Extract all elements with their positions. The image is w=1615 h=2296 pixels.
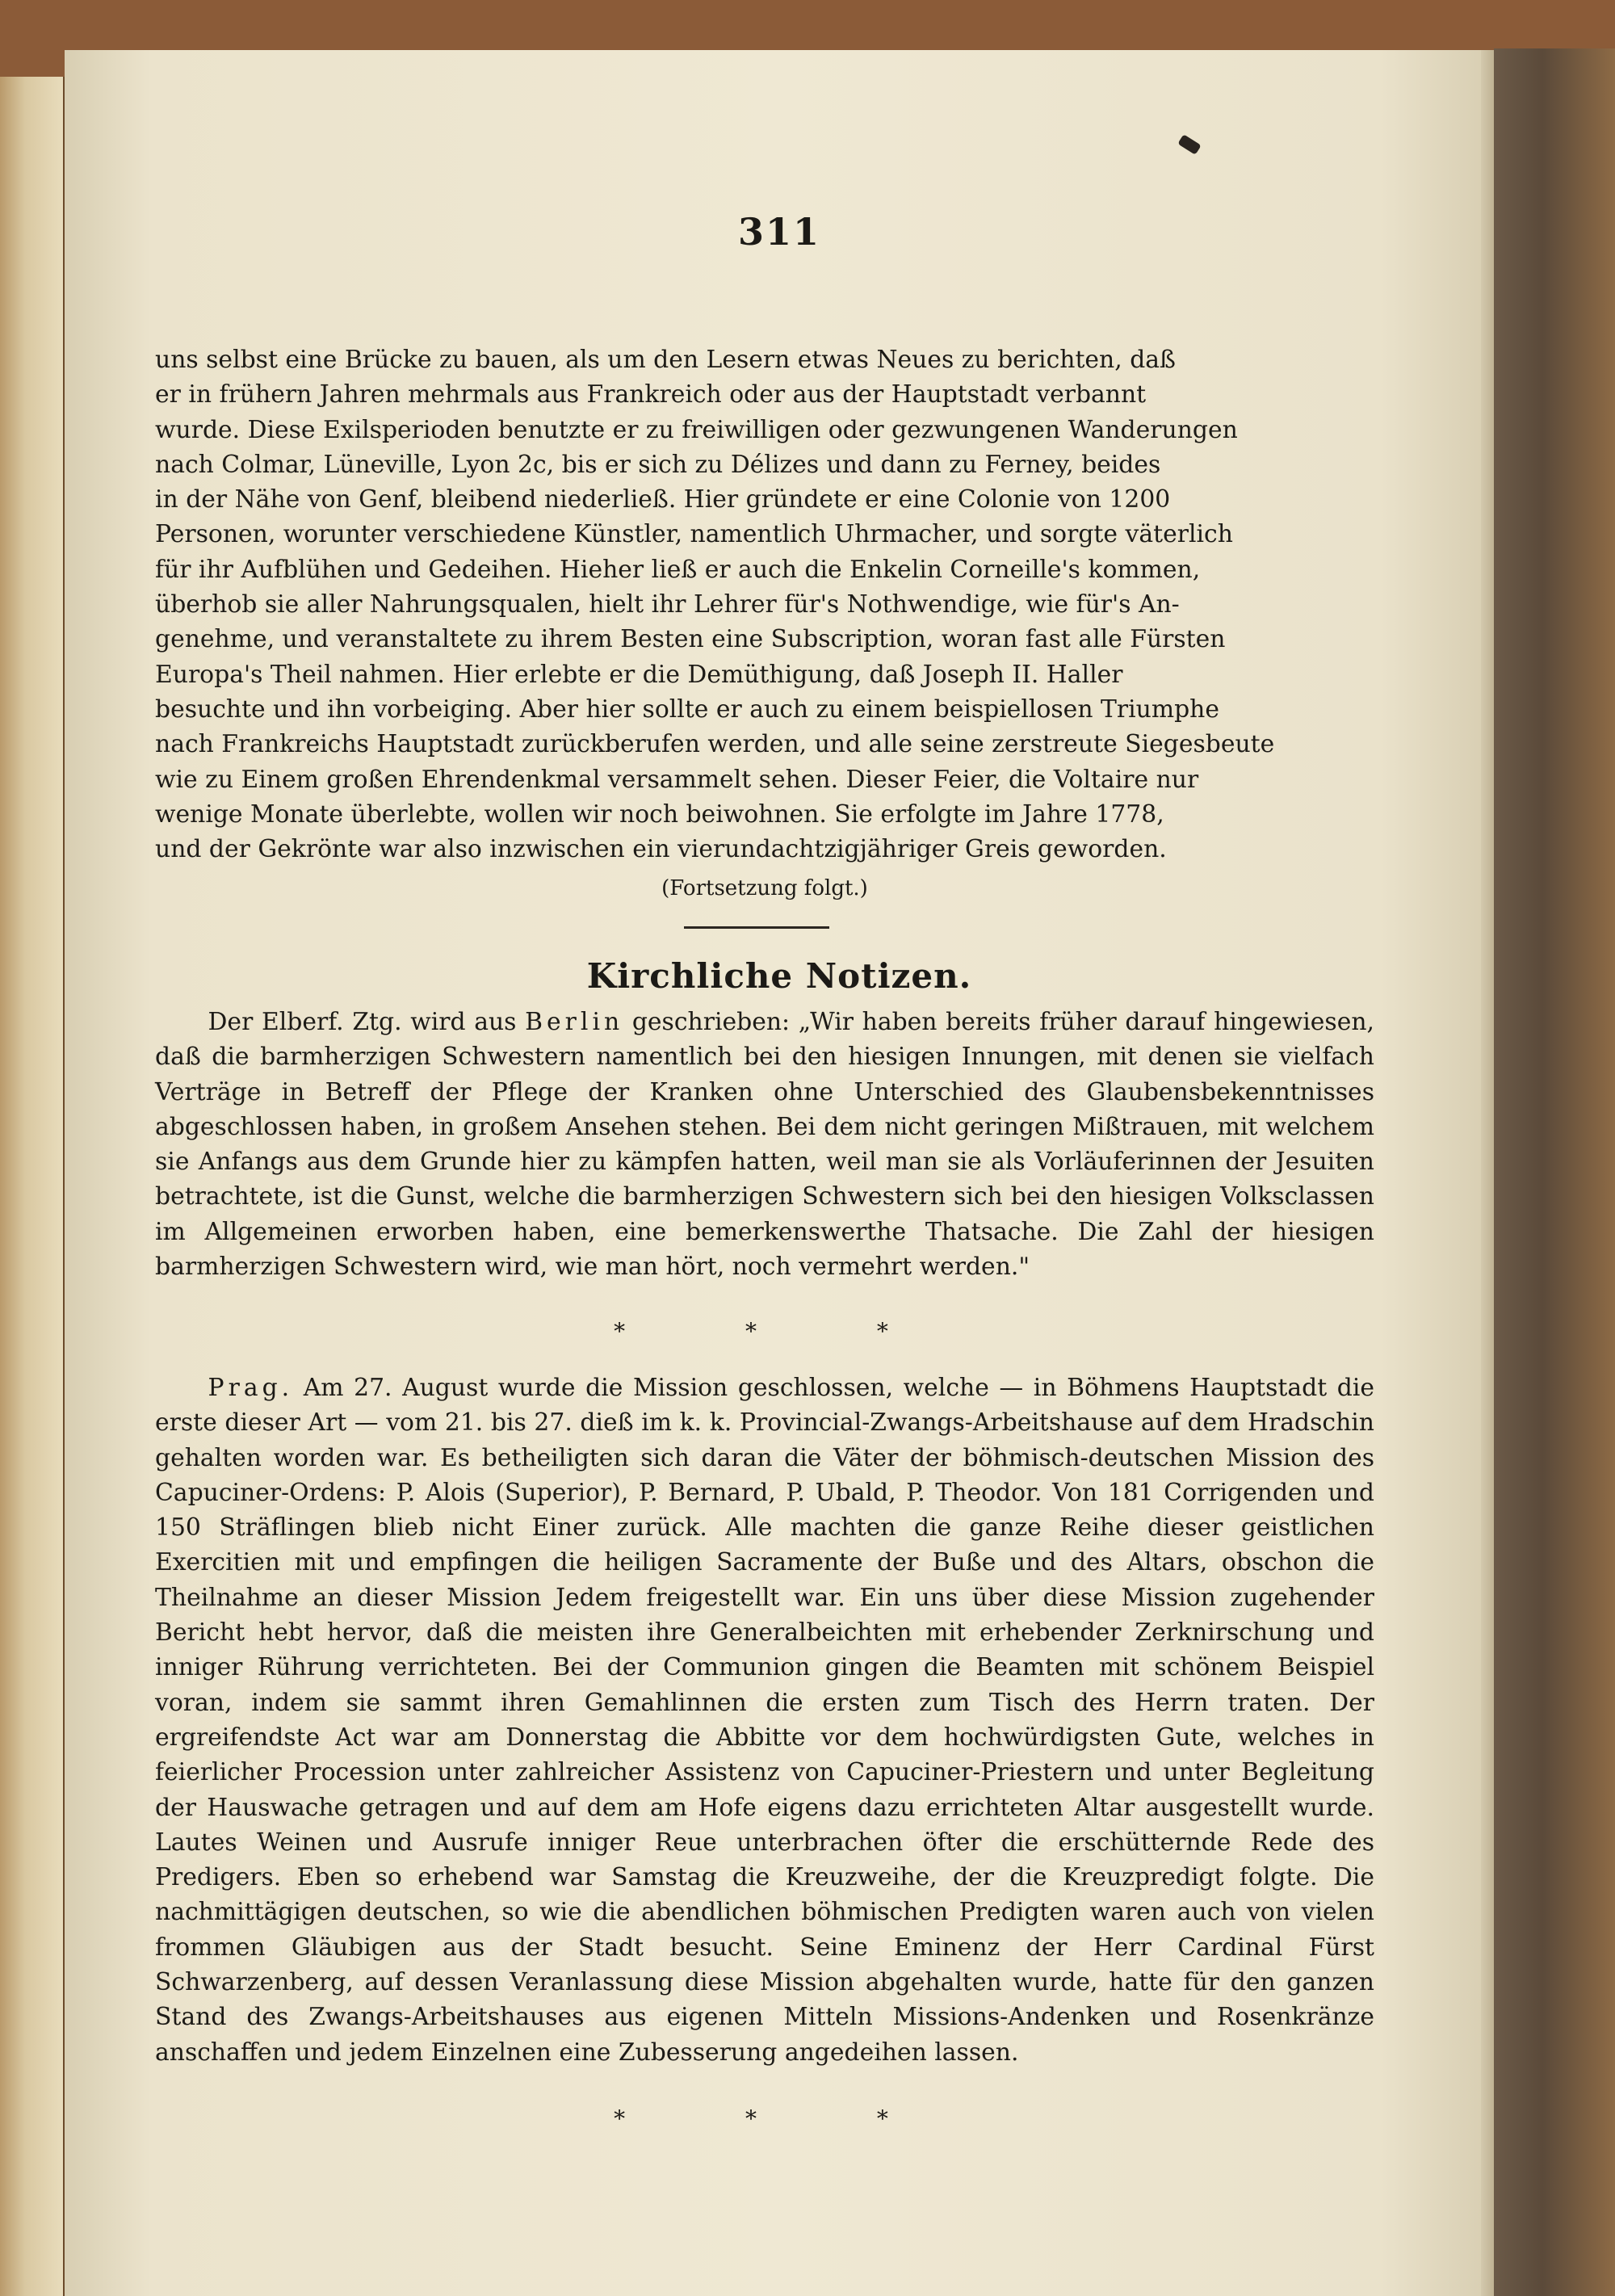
paragraph-berlin — [155, 1005, 1374, 1284]
paragraph-text — [155, 1005, 1374, 1284]
paragraph-body: Am 27. August wurde die Mission geschlossen, welche — in Böhmens Hauptstadt die erste dieser Art — vom 21. bis 27. dieß im k. k. Provincial-Zwangs-Arbeitshause auf dem Hradschin gehalten worden war. Es betheiligten sich daran die Väter der böhmisch-deutschen Mission des Capuciner-Ordens: P. Alois (Superior), P. Bernard, P. Ubald, P. Theodor. Von 181 Corrigenden und 150 Sträflingen blieb nicht Einer zurück. Alle machten die ganze Reihe dieser geistlichen Exercitien mit und empfingen die heiligen Sacramente der Buße und des Altars, obschon die Theilnahme an dieser Mission Jedem freigestellt war. Ein uns über diese Mission zugehender Bericht hebt hervor, daß die meisten ihre Generalbeichten mit erhebender Zerknirschung und inniger Rührung verrichteten. Bei der Communion gingen die Beamten mit schönem Beispiel voran, indem sie sammt ihren Gemahlinnen die ersten zum Tisch des Herrn traten. Der ergreifendste Act war am Donnerstag die Abbitte vor dem hochwürdigsten Gute, welches in feierlicher Procession unter zahlreicher Assistenz von Capuciner-Priestern und unter Begleitung der Hauswache getragen und auf dem am Hofe eigens dazu errichteten Altar ausgestellt wurde. Lautes Weinen und Ausrufe inniger Reue unterbrachen öfter die erschütternde Rede des Predigers. Eben so erhebend war Samstag die Kreuzweihe, der die Kreuzpredigt folgte. Die nachmittägigen deutschen, so wie die abendlichen böhmischen Predigten waren auch von vielen frommen Gläubigen aus der Stadt besucht. Seine Eminenz der Herr Cardinal Fürst Schwarzenberg, auf dessen Veranlassung diese Mission abgehalten wurde, hatte für den ganzen Stand des Zwangs-Arbeitshauses aus eigenen Mitteln Missions-Andenken und Rosenkränze anschaffen und jedem Einzelnen eine Zubesserung angedeihen lassen. — [155, 1374, 1374, 2067]
left-page-edge — [0, 77, 65, 2296]
page-number: 311 — [737, 210, 821, 254]
text-line: in der Nähe von Genf, bleibend niederließ. Hier gründete er eine Colonie von 1200 — [155, 485, 1171, 514]
text-line: uns selbst eine Brücke zu bauen, als um den Lesern etwas Neues zu berichten, daß — [155, 346, 1176, 374]
text-line: nach Frankreichs Hauptstadt zurückberufen werden, und alle seine zerstreute Siegesbeute — [155, 730, 1275, 759]
text-line: genehme, und veranstaltete zu ihrem Besten eine Subscription, woran fast alle Fürsten — [155, 625, 1226, 654]
text-line: und der Gekrönte war also inzwischen ein vierundachtzigjähriger Greis geworden. — [155, 835, 1167, 864]
paragraph-lead: Der Elberf. Ztg. wird aus — [208, 1008, 526, 1036]
paragraph-prag — [155, 1370, 1374, 2070]
continuation-note: (Fortsetzung folgt.) — [661, 876, 868, 901]
section-divider — [684, 926, 829, 929]
section-title: Kirchliche Notizen. — [586, 956, 972, 996]
ink-fleck — [1177, 134, 1201, 155]
book-page — [65, 50, 1494, 2296]
text-line: Europa's Theil nahmen. Hier erlebte er die Demüthigung, daß Joseph II. Haller — [155, 660, 1123, 689]
place-name-berlin: Berlin — [525, 1008, 624, 1036]
separator-stars: * * * — [614, 1318, 945, 1345]
paragraph-body: geschrieben: „Wir haben bereits früher darauf hingewiesen, daß die barmherzigen Schwestern namentlich bei den hiesigen Innungen, mit denen sie vielfach Verträge in Betreff der Pflege der Kranken ohne Unterschied des Glaubensbekenntnisses abgeschlossen haben, in großem Ansehen stehen. Bei dem nicht geringen Mißtrauen, mit welchem sie Anfangs aus dem Grunde hier zu kämpfen hatten, weil man sie als Vorläuferinnen der Jesuiten betrachtete, ist die Gunst, welche die barmherzigen Schwestern sich bei den hiesigen Volksclassen im Allgemeinen erworben haben, eine bemerkenswerthe Thatsache. Die Zahl der hiesigen barmherzigen Schwestern wird, wie man hört, noch vermehrt werden." — [155, 1008, 1374, 1282]
text-line: für ihr Aufblühen und Gedeihen. Hieher ließ er auch die Enkelin Corneille's kommen, — [155, 555, 1201, 584]
text-line: wenige Monate überlebte, wollen wir noch beiwohnen. Sie erfolgte im Jahre 1778, — [155, 800, 1164, 829]
text-line: er in frühern Jahren mehrmals aus Frankreich oder aus der Hauptstadt verbannt — [155, 380, 1147, 409]
text-line: überhob sie aller Nahrungsqualen, hielt ihr Lehrer für's Nothwendige, wie für's An- — [155, 590, 1180, 619]
text-line: wurde. Diese Exilsperioden benutzte er zu freiwilligen oder gezwungenen Wanderungen — [155, 415, 1238, 444]
paragraph-text — [155, 1370, 1374, 2070]
separator-stars: * * * — [614, 2105, 945, 2132]
page-right-edge — [1481, 50, 1494, 2296]
text-line: wie zu Einem großen Ehrendenkmal versammelt sehen. Dieser Feier, die Voltaire nur — [155, 765, 1199, 794]
text-line: nach Colmar, Lüneville, Lyon 2c, bis er sich zu Délizes und dann zu Ferney, beides — [155, 450, 1161, 479]
text-line: Personen, worunter verschiedene Künstler, namentlich Uhrmacher, und sorgte väterlich — [155, 520, 1233, 549]
text-line: besuchte und ihn vorbeiging. Aber hier sollte er auch zu einem beispiellosen Triumphe — [155, 695, 1219, 724]
section-voltaire-text — [155, 342, 1374, 907]
book-cover-edge — [1494, 48, 1615, 2296]
place-name-prag: Prag. — [208, 1374, 294, 1402]
